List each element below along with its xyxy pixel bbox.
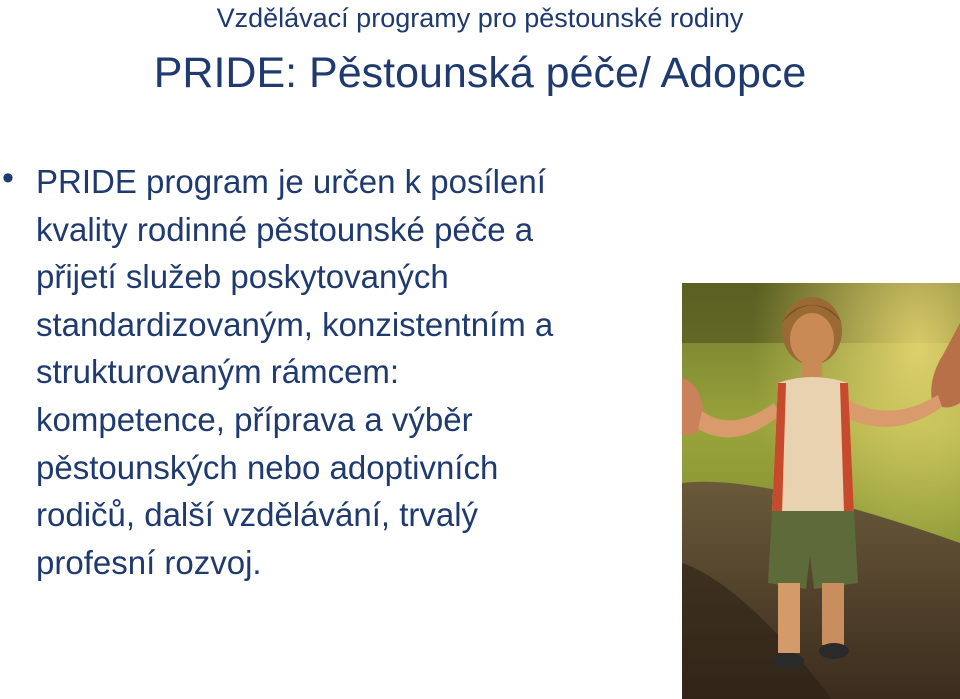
- bullet-line: strukturovaným rámcem:: [36, 353, 400, 391]
- bullet-line: přijetí služeb poskytovaných: [36, 258, 449, 296]
- slide-subtitle: Vzdělávací programy pro pěstounské rodiny: [216, 3, 744, 33]
- bullet-line: kompetence, příprava a výběr: [36, 400, 473, 438]
- child-walking-photo: [682, 283, 960, 699]
- bullet-marker: •: [2, 159, 14, 197]
- bullet-line: pěstounských nebo adoptivních: [36, 448, 499, 486]
- bullet-line: standardizovaným, konzistentním a: [36, 305, 554, 343]
- bullet-line: rodičů, další vzdělávání, trvalý: [36, 496, 479, 534]
- bullet-line: profesní rozvoj.: [36, 543, 262, 581]
- bullet-line: kvality rodinné pěstounské péče a: [36, 210, 534, 248]
- slide-title: PRIDE: Pěstounská péče/ Adopce: [153, 49, 807, 97]
- bullet-paragraph: [36, 158, 676, 586]
- bullet-line: PRIDE program je určen k posílení: [36, 163, 546, 200]
